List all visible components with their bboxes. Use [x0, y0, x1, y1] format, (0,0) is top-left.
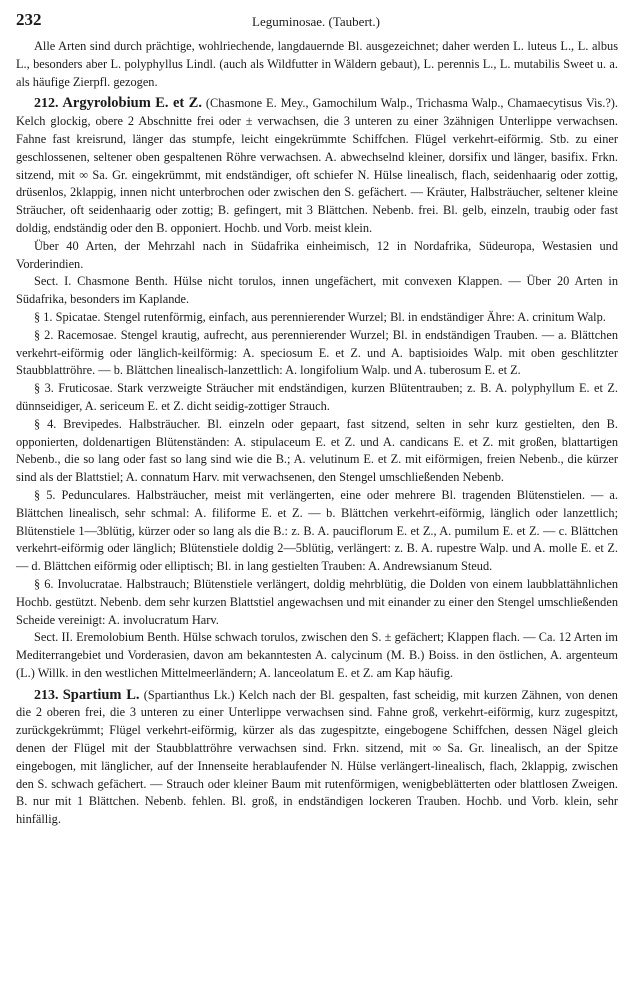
- page-header: [16, 6, 616, 32]
- paragraph-fruticosae: § 3. Fruticosae. Stark verzweigte Sträucher mit endständigen, kurzen Blütentrauben; z. B. A. polyphyllum E. et Z. dünnseidiger, A. sericeum E. et Z. dicht seidig-zottiger Strauch.: [16, 381, 618, 413]
- genus-name: Argyrolobium E. et Z.: [62, 95, 202, 112]
- page-body: [16, 38, 618, 829]
- genus-description: (Chasmone E. Mey., Gamochilum Walp., Trichasma Walp., Chamaecytisus Vis.?). Kelch glockig, obere 2 Abschnitte frei oder ± verwachsen, die 3 unteren zu einer 3zähnigen Unterlippe verwachsen. Fahne fast kreisrund, länger das stumpfe, leicht eingekrümmte Schiffchen. Flügel verkehrt-eiförmig. Stb. zu einer geschlossenen, seltener oben gespaltenen Röhre verwachsen. A. abwechselnd kleiner, dorsifix und länger, basifix. Frkn. sitzend, mit ∞ Sa. Gr. eingekrümmt, mit endständiger, oft schiefer N. Hülse linealisch, flach, seidenhaarig oder zottig, drüsenlos, 2klappig, innen nicht unterbrochen oder zwischen den S. gefächert. — Kräuter, Halbsträucher, seltener kleine Sträucher, oft seidenhaarig oder zottig; B. gefingert, mit 3 Blättchen. Nebenb. frei. Bl. gelb, einzeln, traubig oder fast doldig, endständig oder den B. opponiert. Hochb. und Vorb. meist klein.: [16, 96, 618, 235]
- paragraph-pedunculares: § 5. Pedunculares. Halbsträucher, meist mit verlängerten, eine oder mehrere Bl. tragenden Blütenstielen. — a. Blättchen linealisch, sehr schmal: A. filiforme E. et Z. — b. Blättchen verkehrt-eiförmig, länglich oder lanzettlich; Blütenstiele 1—3blütig, kürzer oder so lang als die B.: z. B. A. pauciflorum E. et Z., A. pumilum E. et Z. — c. Blättchen verkehrt-eiförmig oder länglich; Blütenstiele doldig 2—5blütig, verlängert: z. B. A. rupestre Walp. und A. molle E. et Z. — d. Blättchen eiförmig oder elliptisch; Bl. in lang gestielten Trauben: A. Andrewsianum Steud.: [16, 487, 618, 574]
- paragraph-distribution: Über 40 Arten, der Mehrzahl nach in Südafrika einheimisch, 12 in Nordafrika, Südeuropa, Westasien und Vorderindien.: [16, 238, 618, 271]
- paragraph-racemosae: § 2. Racemosae. Stengel krautig, aufrecht, aus perennierender Wurzel; Bl. in endständigen Trauben. — a. Blättchen verkehrt-eiförmig oder länglich-keilförmig: A. speciosum E. et Z. und A. baptisioides Walp. mit oben geschlitzter Staubblattröhre. — b. Blättchen linealisch-lanzettlich: A. longifolium Walp. und A. tuberosum E. et Z.: [16, 327, 618, 378]
- running-title: Leguminosae. (Taubert.): [252, 14, 380, 29]
- genus-number: 212.: [34, 96, 59, 112]
- paragraph-brevipedes: § 4. Brevipedes. Halbsträucher. Bl. einzeln oder gepaart, fast sitzend, selten in sehr kurz gestielten, den B. opponierten, doldenartigen Blütenständen: A. stipulaceum E. et Z. und A. candicans E. et Z. mit großen, blattartigen Nebenb., die so lang oder fast so lang sind wie die B.; A. velutinum E. et Z. mit eiförmigen, freien Nebenb., die kürzer sind als der Blattstiel; A. connatum Harv. mit verwachsenen, den Stengel umschließenden Nebenb.: [16, 416, 618, 485]
- page-number: 232: [16, 10, 42, 29]
- paragraph-section-eremolobium: Sect. II. Eremolobium Benth. Hülse schwach torulos, zwischen den S. ± gefächert; Klappen flach. — Ca. 12 Arten im Mediterrangebiet und Vorderasien, davon am bekanntesten A. calycinum (M. B.) Boiss. in den östlichen, A. argenteum (L.) Willk. in den westlichen Mittelmeerländern; A. lanceolatum E. et Z. am Kap häufig.: [16, 630, 618, 680]
- paragraph-lupinus-note: Alle Arten sind durch prächtige, wohlriechende, langdauernde Bl. ausgezeichnet; daher werden L. luteus L., L. albus L., besonders aber L. polyphyllus Lindl. (auch als Wildfutter in Wäldern gebaut), L. perennis L., L. mutabilis Sweet u. a. als häufige Zierpfl. gezogen.: [16, 39, 618, 89]
- paragraph-genus-argyrolobium: [16, 95, 618, 237]
- paragraph-section-chasmone: Sect. I. Chasmone Benth. Hülse nicht torulos, innen ungefächert, mit convexen Klappen. — Über 20 Arten in Südafrika, besonders im Kaplande.: [16, 274, 618, 307]
- paragraph-genus-spartium: [16, 687, 618, 829]
- paragraph-involucratae: § 6. Involucratae. Halbstrauch; Blütenstiele verlängert, doldig mehrblütig, die Dolden von einem laubblattähnlichen Hochb. gestützt. Nebenb. dem sehr kurzen Blattstiel angewachsen und mit einander zu einer den Stengel umschließenden Scheide vereinigt: A. involucratum Harv.: [16, 576, 618, 627]
- paragraph-spicatae: § 1. Spicatae. Stengel rutenförmig, einfach, aus perennierender Wurzel; Bl. in endständiger Ähre: A. crinitum Walp.: [34, 309, 606, 324]
- genus-description: (Spartianthus Lk.) Kelch nach der Bl. gespalten, fast scheidig, mit kurzen Zähnen, von denen die 2 oberen frei, die 3 unteren zu einer Unterlippe verwachsen sind. Fahne groß, verkehrt-eiförmig, kurz zugespitzt, zurückgekrümmt; Flügel verkehrt-eiförmig, kürzer als das zugespitzte, eingebogene Schiffchen, dessen Nägel gleich denen der Flügel mit der Staubblattröhre verwachsen sind. Frkn. sitzend, mit ∞ Sa. Gr. linealisch, an der Spitze eingebogen, mit länglicher, auf der Innenseite herablaufender N. Hülse verlängert-linealisch, flach, 2klappig, zwischen den S. schwach gefächert. — Strauch oder kleiner Baum mit rutenförmigen, wenigbeblätterten oder blattlosen Zweigen. B. nur mit 1 Blättchen. Nebenb. fehlen. Bl. groß, in endständigen lockeren Trauben. Hochb. und Vorb. klein, sehr hinfällig.: [16, 687, 618, 827]
- genus-name: Spartium L.: [62, 686, 140, 703]
- genus-number: 213.: [34, 687, 59, 703]
